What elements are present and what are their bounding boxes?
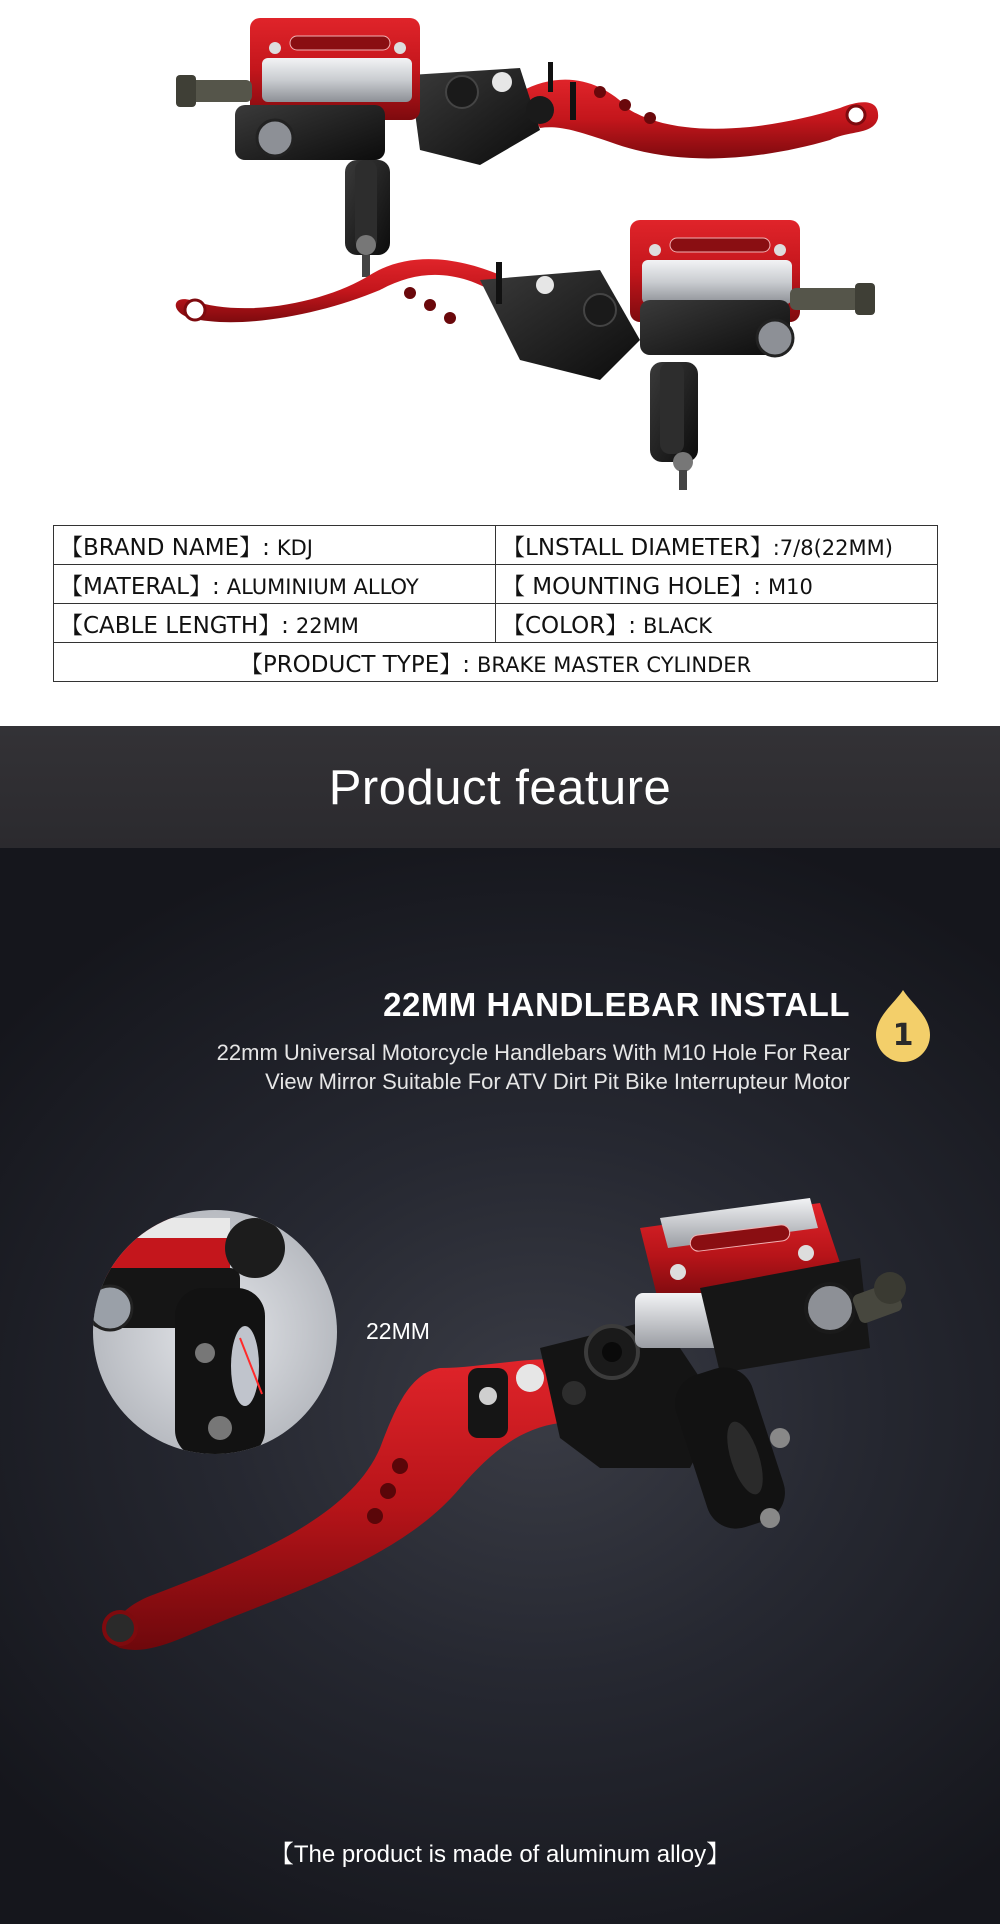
material-note: 【The product is made of aluminum alloy】 bbox=[269, 1841, 731, 1868]
spec-cell-color bbox=[496, 604, 938, 643]
brand-value: KDJ bbox=[276, 535, 313, 560]
lower-brake-lever bbox=[176, 220, 875, 490]
spec-table bbox=[53, 525, 938, 682]
mounting-label: 【 MOUNTING HOLE】: bbox=[502, 573, 761, 600]
material-label: 【MATERAL】: bbox=[60, 573, 220, 600]
feature-description: 22mm Universal Motorcycle Handlebars With M10 Hole For Rear View Mirror Suitable For ATV Dirt Pit Bike Interrupteur Motor bbox=[216, 1040, 850, 1094]
mounting-value: M10 bbox=[767, 574, 813, 599]
spec-cell-material bbox=[54, 565, 496, 604]
size-callout-label: 22MM bbox=[366, 1318, 430, 1344]
spec-cell-cable bbox=[54, 604, 496, 643]
type-label: 【PRODUCT TYPE】: bbox=[239, 651, 470, 678]
spec-cell-install bbox=[496, 526, 938, 565]
product-photo-section bbox=[0, 0, 1000, 726]
step-badge bbox=[875, 990, 931, 1060]
spec-cell-type bbox=[54, 643, 938, 682]
color-value: BLACK bbox=[643, 613, 713, 638]
step-number: 1 bbox=[892, 1018, 914, 1053]
install-label: 【LNSTALL DIAMETER】 bbox=[502, 534, 773, 561]
section-title: Product feature bbox=[328, 761, 672, 815]
spec-row bbox=[54, 526, 938, 565]
spec-row bbox=[54, 604, 938, 643]
spec-row bbox=[54, 565, 938, 604]
spec-cell-brand bbox=[54, 526, 496, 565]
cable-label: 【CABLE LENGTH】: bbox=[60, 612, 289, 639]
cable-value: 22MM bbox=[295, 613, 359, 638]
brand-label: 【BRAND NAME】: bbox=[60, 534, 270, 561]
spec-row bbox=[54, 643, 938, 682]
product-feature-banner bbox=[0, 726, 1000, 848]
install-value: :7/8(22MM) bbox=[772, 535, 893, 560]
feature-heading: 22MM HANDLEBAR INSTALL bbox=[383, 986, 850, 1023]
type-value: BRAKE MASTER CYLINDER bbox=[477, 652, 752, 677]
clamp-zoom-circle bbox=[88, 1210, 337, 1458]
color-label: 【COLOR】: bbox=[502, 612, 636, 639]
spec-cell-mounting bbox=[496, 565, 938, 604]
feature-detail-section bbox=[0, 848, 1000, 1924]
material-value: ALUMINIUM ALLOY bbox=[226, 574, 419, 599]
brake-levers-photo bbox=[0, 0, 1000, 520]
